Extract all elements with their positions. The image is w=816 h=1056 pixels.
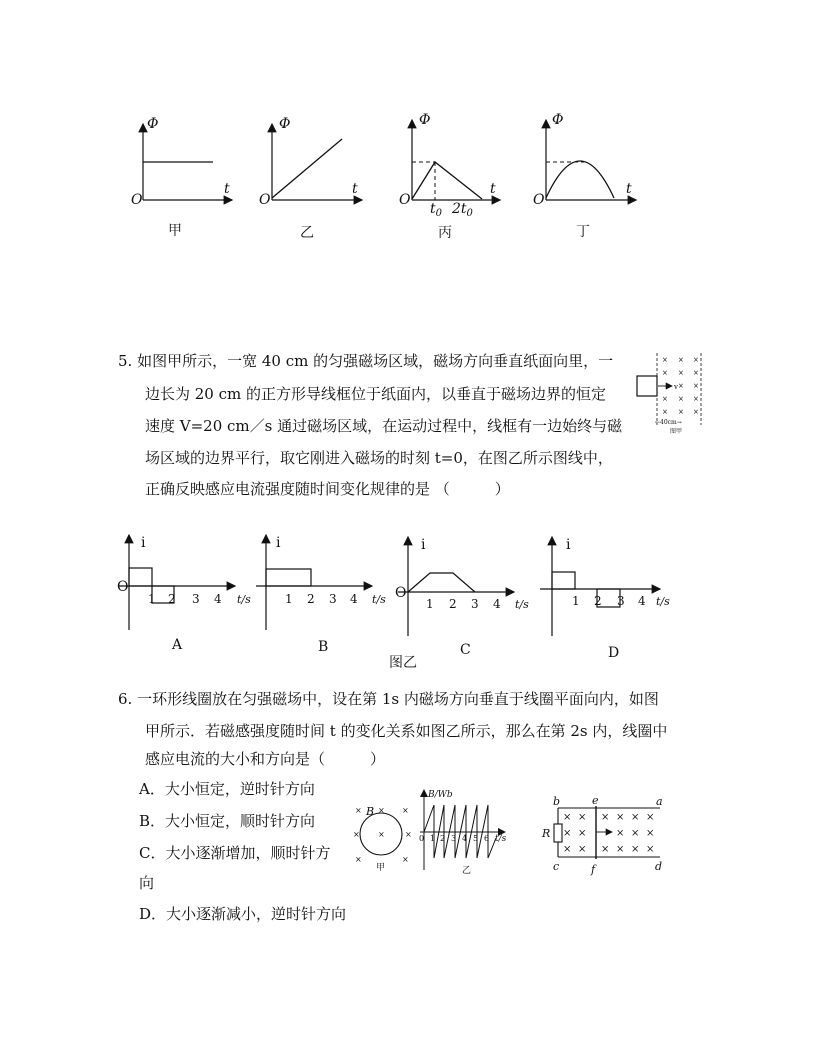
svg-text:4: 4: [638, 594, 646, 608]
svg-text:a: a: [656, 795, 663, 808]
svg-text:4: 4: [214, 592, 222, 606]
svg-text:t/s: t/s: [515, 598, 529, 611]
svg-text:×: ×: [601, 812, 610, 823]
svg-text:i: i: [566, 537, 571, 553]
yi-x-label: t: [352, 181, 358, 197]
q5-line-4: 场区域的边界平行，取它刚进入磁场的时刻 t=0，在图乙所示图线中，: [145, 449, 613, 467]
svg-text:×: ×: [646, 812, 655, 823]
svg-text:1: 1: [285, 592, 293, 606]
svg-text:×: ×: [563, 812, 572, 823]
yi-y-label: Φ: [279, 116, 291, 132]
svg-text:×: ×: [693, 395, 699, 403]
svg-text:×: ×: [646, 844, 655, 855]
svg-text:2: 2: [449, 597, 457, 611]
q5-caption-b: B: [318, 639, 329, 655]
svg-text:2: 2: [440, 834, 446, 843]
svg-text:×: ×: [631, 844, 640, 855]
ding-x-label: t: [626, 181, 632, 197]
svg-text:×: ×: [616, 844, 625, 855]
svg-text:4: 4: [493, 597, 501, 611]
svg-text:3: 3: [329, 592, 337, 606]
svg-text:×: ×: [678, 356, 684, 364]
svg-text:×: ×: [353, 830, 360, 839]
svg-text:1: 1: [148, 592, 156, 606]
svg-text:2: 2: [307, 592, 315, 606]
q6-fig-yi: [419, 790, 507, 876]
q6-option-c[interactable]: C．大小逐渐增加，顺时针方: [139, 844, 331, 862]
q6-sawtooth: [424, 805, 496, 858]
d-neg-pulse: [597, 589, 620, 607]
svg-text:×: ×: [678, 369, 684, 377]
bing-y-label: Φ: [419, 112, 431, 128]
svg-text:t/s: t/s: [237, 593, 251, 606]
q6-b-label: B: [366, 805, 375, 818]
a-pos-pulse: [129, 568, 152, 586]
q6-jia-caption: 甲: [376, 863, 386, 873]
q5-field-caption: 图甲: [670, 428, 683, 435]
jia-x-label: t: [224, 181, 230, 197]
svg-text:×: ×: [631, 812, 640, 823]
yi-rising-line: [272, 139, 342, 198]
svg-text:t/s: t/s: [372, 593, 386, 606]
q5-line-1: 5. 如图甲所示，一宽 40 cm 的匀强磁场区域，磁场方向垂直纸面向里，一: [118, 352, 614, 370]
graph-bing: [399, 112, 500, 241]
svg-text:1: 1: [430, 834, 436, 843]
q5-line-5: 正确反映感应电流强度随时间变化规律的是 （ ）: [145, 480, 510, 498]
svg-text:×: ×: [355, 855, 362, 864]
q6-option-b[interactable]: B．大小恒定，顺时针方向: [139, 812, 316, 830]
d-pos-pulse: [552, 572, 575, 589]
q5-caption-d: D: [608, 645, 620, 661]
svg-text:3: 3: [192, 592, 200, 606]
q5-graph-a: [117, 535, 251, 653]
ding-origin: O: [533, 192, 545, 208]
q6-yi-y-label: B/Wb: [428, 790, 453, 800]
bing-triangle-line: [412, 162, 482, 199]
svg-text:×: ×: [662, 395, 668, 403]
svg-text:R: R: [542, 827, 551, 840]
q5-graph-b: [256, 535, 386, 655]
ding-arch-curve: [546, 161, 614, 198]
svg-text:d: d: [655, 860, 663, 873]
q6-line-1: 6. 一环形线圈放在匀强磁场中，设在第 1s 内磁场方向垂直于线圈平面向内，如图: [118, 690, 659, 708]
q5-figure-caption: 图乙: [389, 655, 417, 671]
jia-y-label: Φ: [147, 116, 159, 132]
svg-text:×: ×: [601, 844, 610, 855]
svg-text:×: ×: [563, 844, 572, 855]
graph-ding: [533, 112, 636, 240]
ding-y-label: Φ: [552, 112, 564, 128]
q5-line-2: 边长为 20 cm 的正方形导线框位于纸面内，以垂直于磁场边界的恒定: [145, 385, 607, 403]
svg-text:×: ×: [693, 356, 699, 364]
svg-text:3: 3: [451, 834, 457, 843]
b-pos-pulse: [266, 569, 311, 586]
graph-jia: [131, 116, 232, 239]
q6-option-d[interactable]: D．大小逐渐减小，逆时针方向: [139, 905, 347, 923]
graph-yi: [259, 116, 362, 241]
svg-text:×: ×: [616, 812, 625, 823]
svg-text:×: ×: [578, 812, 587, 823]
svg-text:×: ×: [402, 806, 409, 815]
svg-text:5: 5: [473, 834, 479, 843]
svg-text:×: ×: [402, 855, 409, 864]
svg-text:×: ×: [693, 382, 699, 390]
svg-text:b: b: [553, 795, 561, 808]
svg-text:×: ×: [662, 369, 668, 377]
q6-yi-x-label: t/s: [495, 834, 507, 844]
q5-caption-a: A: [172, 637, 183, 653]
q6-option-c-cont: 向: [139, 874, 155, 892]
q6-line-3: 感应电流的大小和方向是（ ）: [145, 750, 386, 768]
svg-text:i: i: [421, 537, 426, 553]
q6-resistor: [554, 824, 562, 842]
yi-caption: 乙: [300, 225, 314, 241]
svg-text:×: ×: [578, 844, 587, 855]
q6-option-a[interactable]: A．大小恒定，逆时针方向: [139, 780, 315, 798]
q5-velocity-label: v: [674, 383, 678, 391]
bing-caption: 丙: [438, 225, 452, 241]
svg-text:×: ×: [378, 806, 385, 815]
yi-origin: O: [259, 192, 271, 208]
svg-text:×: ×: [678, 395, 684, 403]
bing-tick-2t0: $2t_0$: [452, 201, 473, 219]
q6-coil-circle: [360, 813, 402, 855]
svg-text:×: ×: [678, 382, 684, 390]
svg-text:×: ×: [405, 830, 412, 839]
svg-text:×: ×: [693, 408, 699, 416]
q5-graph-c: [395, 537, 529, 658]
a-neg-pulse: [152, 586, 174, 603]
svg-text:4: 4: [350, 592, 358, 606]
q5-graph-d: [540, 537, 670, 661]
svg-text:t/s: t/s: [656, 595, 670, 608]
bing-origin: O: [399, 192, 411, 208]
jia-caption: 甲: [168, 223, 182, 239]
q5-width-label: ←40cm→: [655, 419, 682, 426]
svg-text:×: ×: [662, 408, 668, 416]
svg-text:×: ×: [578, 828, 587, 839]
svg-text:f: f: [591, 863, 596, 876]
svg-text:4: 4: [462, 834, 468, 843]
bing-tick-t0: $t_0$: [430, 201, 443, 219]
svg-text:2: 2: [168, 592, 176, 606]
svg-text:6: 6: [484, 834, 490, 843]
svg-text:1: 1: [572, 594, 580, 608]
svg-text:×: ×: [646, 828, 655, 839]
q5-field-crosses: [662, 356, 699, 416]
svg-text:O: O: [395, 585, 407, 601]
jia-origin: O: [131, 192, 143, 208]
svg-text:2: 2: [594, 594, 602, 608]
bing-x-label: t: [490, 181, 496, 197]
svg-text:3: 3: [471, 597, 479, 611]
c-trapezoid: [408, 573, 475, 592]
q6-fig-jia: [353, 805, 412, 873]
svg-text:i: i: [276, 535, 281, 551]
q6-line-2: 甲所示．若磁感强度随时间 t 的变化关系如图乙所示，那么在第 2s 内，线圈中: [145, 722, 668, 740]
svg-text:3: 3: [617, 594, 625, 608]
svg-text:×: ×: [662, 356, 668, 364]
svg-text:c: c: [553, 860, 560, 873]
svg-text:e: e: [592, 794, 599, 807]
svg-text:i: i: [141, 535, 146, 551]
svg-text:×: ×: [563, 828, 572, 839]
svg-text:×: ×: [616, 828, 625, 839]
phi-t-graphs: [0, 0, 816, 260]
svg-text:0: 0: [419, 834, 425, 843]
svg-text:×: ×: [678, 408, 684, 416]
ding-caption: 丁: [576, 224, 590, 240]
svg-text:O: O: [117, 579, 129, 595]
svg-text:×: ×: [693, 369, 699, 377]
q5-square-frame: [637, 376, 657, 396]
svg-text:1: 1: [426, 597, 434, 611]
q6-fig-circuit: [541, 794, 663, 876]
svg-text:×: ×: [378, 830, 385, 839]
q5-caption-c: C: [460, 642, 471, 658]
svg-text:×: ×: [631, 828, 640, 839]
q6-yi-caption: 乙: [462, 866, 472, 876]
q5-line-3: 速度 V=20 cm／s 通过磁场区域，在运动过程中，线框有一边始终与磁: [145, 417, 623, 435]
svg-text:×: ×: [355, 806, 362, 815]
